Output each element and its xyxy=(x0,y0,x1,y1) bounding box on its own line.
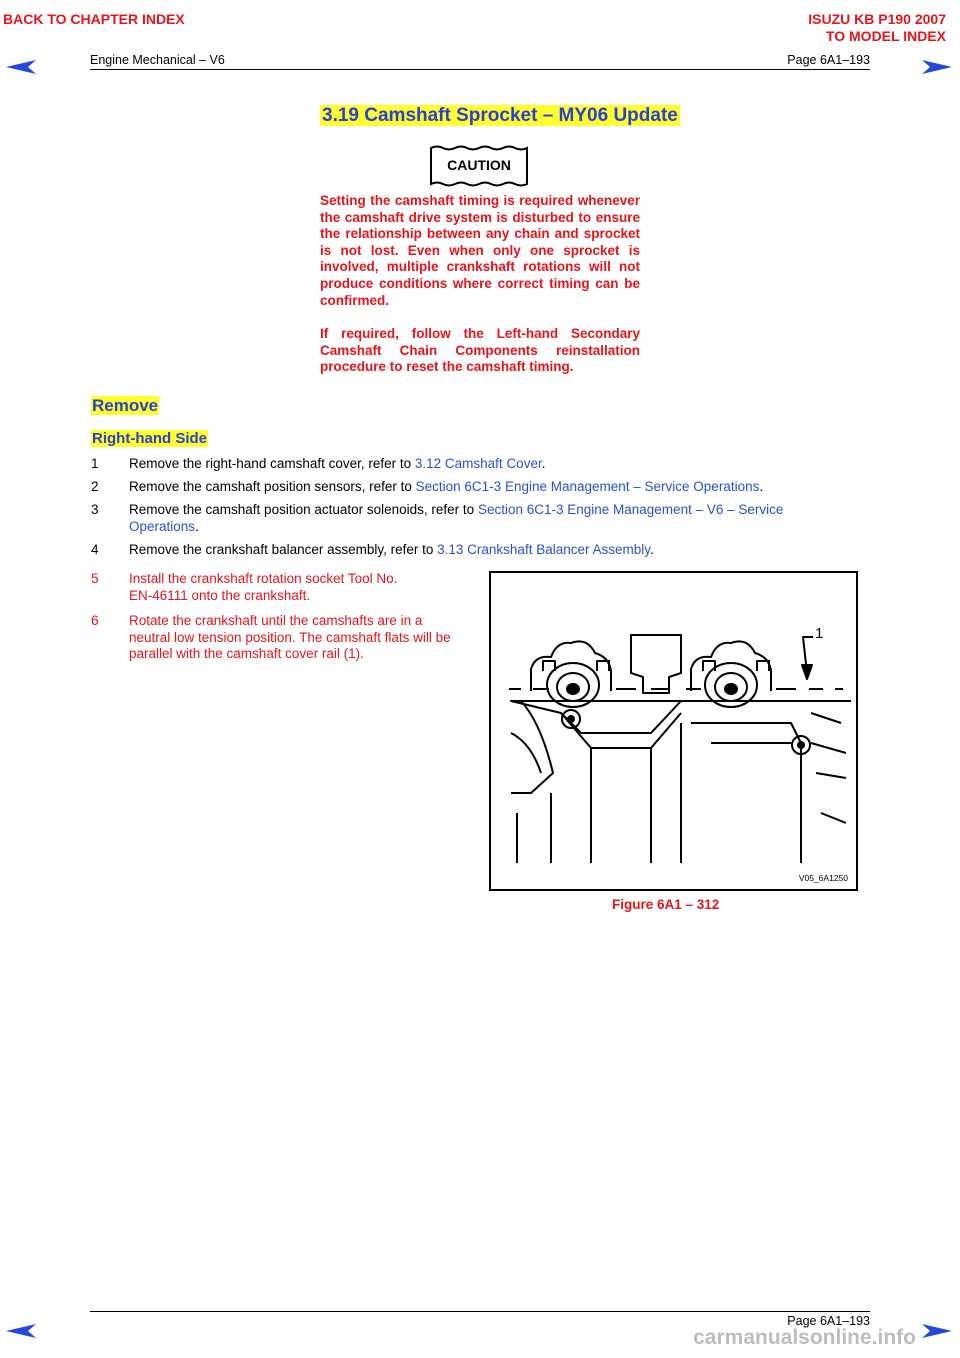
header-page-number: Page 6A1–193 xyxy=(787,53,870,67)
back-to-chapter-index-link[interactable]: BACK TO CHAPTER INDEX xyxy=(3,11,185,27)
step-number: 3 xyxy=(91,502,99,517)
step-number: 4 xyxy=(91,542,99,557)
caution-label: CAUTION xyxy=(447,157,511,173)
step-text: Remove the crankshaft balancer assembly, refer to xyxy=(129,542,438,557)
step-number: 1 xyxy=(91,456,99,471)
step-4 xyxy=(91,542,851,560)
engine-management-v6-service-link-cont[interactable]: Operations xyxy=(129,518,196,534)
step-text: Remove the camshaft position sensors, refer to xyxy=(129,479,416,494)
step-period: . xyxy=(759,479,764,494)
figure-caption: Figure 6A1 – 312 xyxy=(612,897,720,912)
crankshaft-balancer-link[interactable]: 3.13 Crankshaft Balancer Assembly xyxy=(437,542,650,557)
caution-paragraph-2: If required, follow the Left-hand Secondary Camshaft Chain Components reinstallation procedure to reset the camshaft timing. xyxy=(320,326,640,375)
step-period: . xyxy=(195,518,199,534)
step-6 xyxy=(91,613,481,665)
step-number: 5 xyxy=(91,571,99,586)
watermark: carmanualsonline.info xyxy=(693,1326,916,1349)
section-title xyxy=(320,105,680,127)
header-rule xyxy=(90,69,870,70)
engine-management-v6-service-link[interactable]: Section 6C1-3 Engine Management – V6 – Service xyxy=(477,502,784,517)
header-section-title: Engine Mechanical – V6 xyxy=(90,53,225,67)
step-3 xyxy=(91,502,851,538)
camshaft-figure xyxy=(489,571,858,891)
model-index-link[interactable] xyxy=(808,11,946,45)
step-period: . xyxy=(541,456,546,471)
step-text: Remove the right-hand camshaft cover, refer to xyxy=(129,456,415,471)
step-text-line-1: Install the crankshaft rotation socket Tool No. xyxy=(129,571,398,586)
section-title-text: 3.19 Camshaft Sprocket – MY06 Update xyxy=(322,105,678,126)
engine-management-service-link[interactable]: Section 6C1-3 Engine Management – Service Operations xyxy=(415,479,760,494)
footer-rule xyxy=(90,1311,870,1312)
step-text-line-2: EN-46111 onto the crankshaft. xyxy=(129,587,311,603)
step-text-line-1: Rotate the crankshaft until the camshafts are in a xyxy=(129,613,423,628)
step-number: 2 xyxy=(91,479,99,494)
caution-paragraph-1: Setting the camshaft timing is required whenever the camshaft drive system is disturbed to ensure the relationship between any chain and sprocket is not lost. Even when only one sprocket is involved, multiple crankshaft rotations will not produce conditions where correct timing can be confirmed. xyxy=(320,193,640,308)
next-page-arrow-bottom-icon[interactable] xyxy=(922,1324,952,1338)
step-number: 6 xyxy=(91,613,99,628)
right-hand-side-heading-text: Right-hand Side xyxy=(92,430,207,447)
remove-heading-text: Remove xyxy=(92,396,159,415)
step-period: . xyxy=(650,542,654,557)
footer-page-number: Page 6A1–193 xyxy=(787,1314,870,1328)
step-text-line-2: neutral low tension position. The camshaft flats will be xyxy=(129,629,451,645)
figure-reference: V05_6A1250 xyxy=(798,873,848,883)
camshaft-cover-link[interactable]: 3.12 Camshaft Cover xyxy=(414,456,542,471)
next-page-arrow-icon[interactable] xyxy=(922,60,952,74)
previous-page-arrow-icon[interactable] xyxy=(6,60,36,74)
step-1 xyxy=(91,456,851,474)
to-model-index-label: TO MODEL INDEX xyxy=(825,28,946,44)
previous-page-arrow-bottom-icon[interactable] xyxy=(6,1324,36,1338)
right-hand-side-heading xyxy=(91,430,208,448)
remove-heading xyxy=(91,396,159,416)
callout-1-label: 1 xyxy=(815,625,824,642)
camshaft-illustration xyxy=(491,573,856,889)
step-5 xyxy=(91,571,481,607)
step-2 xyxy=(91,479,851,497)
step-text: Remove the camshaft position actuator solenoids, refer to xyxy=(129,502,478,517)
step-text-line-3: parallel with the camshaft cover rail (1). xyxy=(129,646,364,661)
model-title: ISUZU KB P190 2007 xyxy=(808,11,946,27)
